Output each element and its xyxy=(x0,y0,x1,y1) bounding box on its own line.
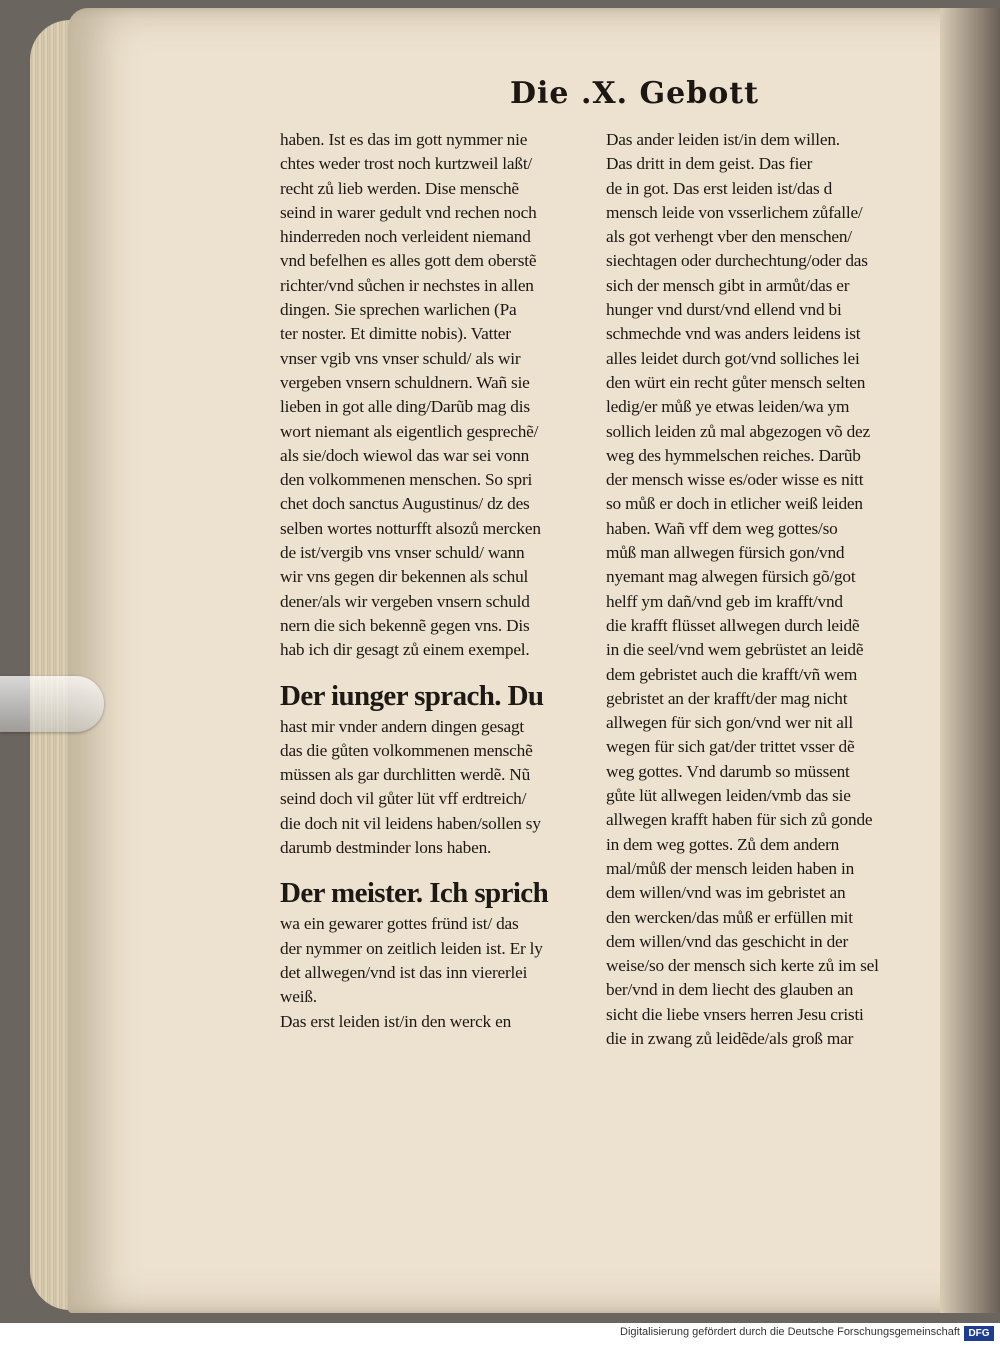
text-line: die doch nit vil leidens haben/sollen sy xyxy=(280,813,541,833)
text-line: so můß er doch in etlicher weiß leiden xyxy=(606,494,863,514)
paragraph-1 xyxy=(280,128,585,663)
text-line: seind in warer gedult vnd rechen noch xyxy=(280,202,537,222)
paragraph-3 xyxy=(280,912,585,1033)
text-line: ber/vnd in dem liecht des glauben an xyxy=(606,980,854,1000)
text-line: helff ym dañ/vnd geb im krafft/vnd xyxy=(606,591,843,611)
text-line: dem willen/vnd das geschicht in der xyxy=(606,931,849,951)
text-line: dem willen/vnd was im gebristet an xyxy=(606,883,846,903)
text-line: richter/vnd sůchen ir nechstes in allen xyxy=(280,275,534,295)
text-line: dem gebristet auch die krafft/vñ wem xyxy=(606,664,858,684)
text-line: wort niemant als eigentlich gesprechẽ/ xyxy=(280,421,539,441)
right-column xyxy=(606,128,916,1051)
page-gutter xyxy=(940,8,1000,1313)
text-line: als got verhengt vber den menschen/ xyxy=(606,227,852,247)
text-line: wa ein gewarer gottes fründ ist/ das xyxy=(280,914,519,934)
text-line: Das dritt in dem geist. Das fier xyxy=(606,154,813,174)
text-line: darumb destminder lons haben. xyxy=(280,838,492,858)
text-line: nyemant mag alwegen fürsich gõ/got xyxy=(606,567,856,587)
text-line: weg des hymmelschen reiches. Darũb xyxy=(606,445,861,465)
text-line: sicht die liebe vnsers herren Jesu cristi xyxy=(606,1004,864,1024)
text-line: ledig/er můß ye etwas leiden/wa ym xyxy=(606,397,850,417)
text-line: haben. Ist es das im gott nymmer nie xyxy=(280,130,528,149)
text-line: vnd befelhen es alles gott dem oberstẽ xyxy=(280,251,537,271)
text-line: weise/so der mensch sich kerte zů im sel xyxy=(606,956,879,976)
text-line: hast mir vnder andern dingen gesagt xyxy=(280,716,524,736)
text-line: in die seel/vnd wem gebrüstet an leidẽ xyxy=(606,640,864,660)
text-line: vergeben vnsern schuldnern. Wañ sie xyxy=(280,372,530,392)
text-line: hab ich dir gesagt zů einem exempel. xyxy=(280,640,530,660)
text-line: die in zwang zů leidẽde/als groß mar xyxy=(606,1028,854,1048)
text-line: nern die sich bekennẽ gegen vns. Dis xyxy=(280,615,530,635)
text-line: det allwegen/vnd ist das inn viererlei xyxy=(280,962,528,982)
text-line: chtes weder trost noch kurtzweil laßt/ xyxy=(280,154,533,174)
text-line: Das ander leiden ist/in dem willen. xyxy=(606,130,840,149)
text-line: de ist/vergib vns vnser schuld/ wann xyxy=(280,543,525,563)
text-line: selben wortes notturfft alsozů mercken xyxy=(280,518,541,538)
heading-master: Der meister. Ich sprich xyxy=(280,877,549,910)
text-line: schmechde vnd was anders leidens ist xyxy=(606,324,861,344)
text-line: chet doch sanctus Augustinus/ dz des xyxy=(280,494,530,514)
text-line: de in got. Das erst leiden ist/das d xyxy=(606,178,833,198)
paragraph-2 xyxy=(280,715,585,861)
text-line: lieben in got alle ding/Darũb mag dis xyxy=(280,397,530,417)
running-title: Die .X. Gebott xyxy=(510,76,759,111)
text-line: seind doch vil gůter lüt vff erdtreich/ xyxy=(280,789,527,809)
text-line: mensch leide von vsserlichem zůfalle/ xyxy=(606,202,863,222)
text-line: můß man allwegen fürsich gon/vnd xyxy=(606,543,845,563)
text-line: wir vns gegen dir bekennen als schul xyxy=(280,567,529,587)
text-line: mal/můß der mensch leiden haben in xyxy=(606,858,855,878)
footer-credit: Digitalisierung gefördert durch die Deutsche Forschungsgemeinschaft xyxy=(620,1326,960,1338)
text-line: alles leidet durch got/vnd solliches lei xyxy=(606,348,860,368)
text-line: dener/als wir vergeben vnsern schuld xyxy=(280,591,530,611)
text-line: gebristet an der krafft/der mag nicht xyxy=(606,688,848,708)
text-line: das die gůten volkommenen menschẽ xyxy=(280,740,533,760)
text-line: in dem weg gottes. Zů dem andern xyxy=(606,834,840,854)
text-line: den würt ein recht gůter mensch selten xyxy=(606,372,866,392)
text-line: die krafft flüsset allwegen durch leidẽ xyxy=(606,615,860,635)
text-line: den wercken/das můß er erfüllen mit xyxy=(606,907,853,927)
text-line: sollich leiden zů mal abgezogen võ dez xyxy=(606,421,870,441)
text-line: allwegen für sich gon/vnd wer nit all xyxy=(606,713,853,733)
text-line: dingen. Sie sprechen warlichen (Pa xyxy=(280,300,517,320)
text-line: als sie/doch wiewol das war sei vonn xyxy=(280,445,530,465)
left-column xyxy=(280,128,585,1034)
page-marker-tab xyxy=(0,676,104,732)
text-line: haben. Wañ vff dem weg gottes/so xyxy=(606,518,838,538)
text-line: Das erst leiden ist/in den werck en xyxy=(280,1011,512,1031)
text-line: der mensch wisse es/oder wisse es nitt xyxy=(606,470,864,490)
footer-bar xyxy=(0,1323,1000,1345)
text-line: wegen für sich gat/der trittet vsser dẽ xyxy=(606,737,855,757)
text-line: sich der mensch gibt in armůt/das er xyxy=(606,275,850,295)
text-line: vnser vgib vns vnser schuld/ als wir xyxy=(280,348,521,368)
text-line: weiß. xyxy=(280,987,317,1007)
text-line: gůte lüt allwegen leiden/vmb das sie xyxy=(606,786,851,806)
text-line: den volkommenen menschen. So spri xyxy=(280,470,533,490)
text-line: siechtagen oder durchechtung/oder das xyxy=(606,251,868,271)
dfg-logo-icon: DFG xyxy=(964,1326,994,1341)
text-line: allwegen krafft haben für sich zů gonde xyxy=(606,810,873,830)
text-line: der nymmer on zeitlich leiden ist. Er ly xyxy=(280,938,543,958)
text-line: ter noster. Et dimitte nobis). Vatter xyxy=(280,324,511,344)
text-line: recht zů lieb werden. Dise menschẽ xyxy=(280,178,519,198)
text-line: hunger vnd durst/vnd ellend vnd bi xyxy=(606,300,842,320)
text-line: hinderreden noch verleident niemand xyxy=(280,227,531,247)
heading-disciple: Der iunger sprach. Du xyxy=(280,679,544,712)
text-line: müssen als gar durchlitten werdẽ. Nũ xyxy=(280,765,531,785)
text-line: weg gottes. Vnd darumb so müssent xyxy=(606,761,850,781)
